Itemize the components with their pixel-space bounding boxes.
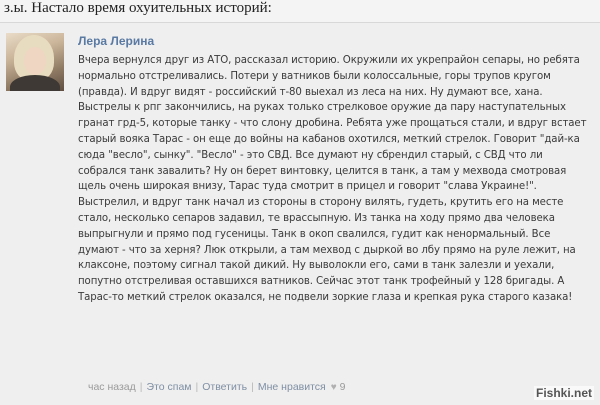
avatar[interactable] <box>6 33 64 91</box>
heart-icon[interactable]: ♥ <box>330 381 337 393</box>
divider: | <box>251 381 254 393</box>
like-link[interactable]: Мне нравится <box>257 381 326 393</box>
comment-text: Вчера вернулся друг из АТО, рассказал историю. Окружили их укрепрайон сепары, но ребята нормально отстреливались. Потери у ватников были колоссальные, горы трупов кругом (правда). И вдруг видят - российский т-80 выехал из леса на них. Ну думают все, хана. Выстрелы к рпг закончились, на руках только стрелковое оружие да пару наступательных гранат грд-5, которые танку - что слону дробина. Ребята уже прощаться стали, и вдруг встает старый вояка Тарас - он еще до войны на кабанов охотился, меткий стрелок. Говорит "дай-ка сюда "весло", сынку". "Весло" - это СВД. Все думают ну сбрендил старый, с СВД что ли собрался танк завалить? Ну он берет винтовку, целится в танк, а там у мехвода смотровая щель очень широкая внизу, Тарас туда смотрит в прицел и говорит "слава Украине!". Выстрелил, и вдруг танк начал из стороны в сторону вилять, гудеть, крутить его на месте стало, несколько сепаров задавил, те врассыпную. Из танка на ходу прямо два человека выпрыгнули и прямо под гусеницы. Танк в окоп свалился, гудит как ненормальный. Все думают - что за херня? Люк открыли, а там мехвод с дыркой во лбу прямо на руле лежит, на клаксоне, поэтому сигнал такой дикий. Ну выволокли его, сами в танк залезли и уехали, попутно отстреливая оставшихся ватников. Сейчас этот танк трофейный у 128 бригады. А Тарас-то меткий стрелок оказался, не подвели зоркие глаза и крепкая рука старого казака! <box>78 55 587 303</box>
comment-meta <box>88 381 346 393</box>
reply-link[interactable]: Ответить <box>202 381 248 393</box>
comment-post <box>0 22 600 405</box>
divider: | <box>195 381 199 393</box>
author-name[interactable]: Лера Лерина <box>78 34 155 48</box>
avatar-face <box>24 47 46 75</box>
divider: | <box>139 381 143 393</box>
like-count: 9 <box>339 381 346 393</box>
avatar-shoulders <box>10 75 60 91</box>
timestamp: час назад <box>88 381 136 393</box>
watermark: Fishki.net <box>535 386 592 400</box>
spam-link[interactable]: Это спам <box>146 381 192 393</box>
caption-text: з.ы. Настало время охуительных историй: <box>4 0 272 16</box>
